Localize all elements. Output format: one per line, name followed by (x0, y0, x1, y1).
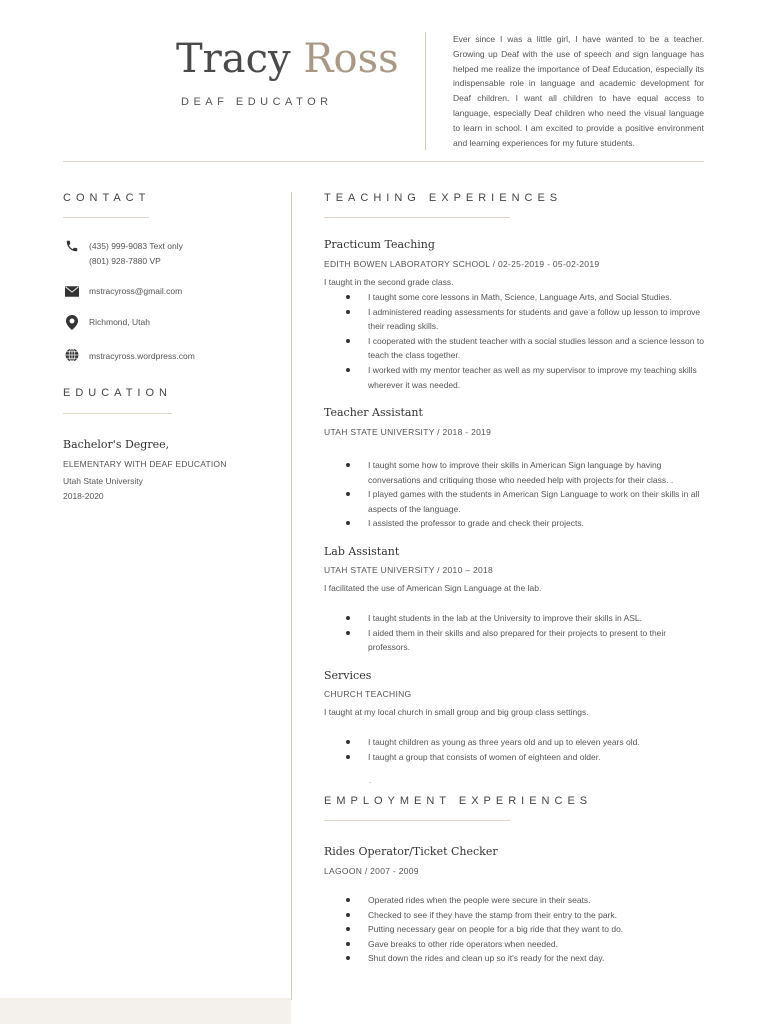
bullet-list (346, 735, 708, 764)
list-item: I aided them in their skills and also prepared for their projects to present to their professors. (346, 626, 708, 655)
stray-period: . (369, 776, 372, 785)
bullet-list (346, 893, 708, 966)
list-item: I administered reading assessments for students and gave a follow up lesson to improve their reading skills. (346, 305, 708, 334)
job-role: DEAF EDUCATOR (181, 96, 333, 108)
contact-email (63, 284, 182, 299)
job-title: Services (324, 669, 372, 682)
job-org: UTAH STATE UNIVERSITY / 2018 - 2019 (324, 427, 492, 437)
envelope-icon (63, 284, 81, 298)
degree: Bachelor's Degree, (63, 438, 170, 451)
teaching-underline (324, 217, 510, 218)
website-text[interactable]: mstracyross.wordpress.com (89, 351, 195, 361)
list-item: I cooperated with the student teacher with a social studies lesson and a science lesson to teach the class together. (346, 334, 708, 363)
bullet-list (346, 611, 708, 655)
location-pin-icon (63, 315, 81, 329)
job-title: Teacher Assistant (324, 406, 423, 419)
header-rule (63, 161, 704, 162)
teaching-title: TEACHING EXPERIENCES (324, 192, 563, 204)
resume-name (176, 36, 399, 82)
first-name: Tracy (176, 36, 291, 82)
contact-underline (63, 217, 149, 218)
list-item: Operated rides when the people were secure in their seats. (346, 893, 708, 908)
email-text[interactable]: mstracyross@gmail.com (89, 286, 183, 296)
job-title: Lab Assistant (324, 545, 400, 558)
job-description: I taught at my local church in small group and big group class settings. (324, 707, 589, 717)
major: ELEMENTARY WITH DEAF EDUCATION (63, 459, 227, 469)
education-title: EDUCATION (63, 387, 172, 399)
list-item: Gave breaks to other ride operators when needed. (346, 937, 708, 952)
header-divider (425, 32, 426, 150)
last-name: Ross (303, 36, 399, 82)
list-item: I taught a group that consists of women of eighteen and older. (346, 750, 708, 765)
bullet-list (346, 290, 708, 392)
contact-phone (63, 239, 183, 269)
employment-title: EMPLOYMENT EXPERIENCES (324, 795, 593, 807)
list-item: I assisted the professor to grade and check their projects. (346, 516, 708, 531)
list-item: I taught some how to improve their skills in American Sign language by having conversations and critiquing those who needed help with projects for their class. . (346, 458, 708, 487)
contact-title: CONTACT (63, 192, 151, 204)
phone-icon (63, 239, 81, 253)
location-text: Richmond, Utah (89, 317, 150, 327)
list-item: Checked to see if they have the stamp from their entry to the park. (346, 908, 708, 923)
list-item: I taught some core lessons in Math, Science, Language Arts, and Social Studies. (346, 290, 708, 305)
contact-location (63, 315, 150, 330)
sidebar-footer-band (0, 998, 291, 1024)
bullet-list (346, 458, 708, 531)
list-item: Shut down the rides and clean up so it's ready for the next day. (346, 951, 708, 966)
phone-text: (435) 999-9083 Text only (89, 241, 183, 251)
job-org: EDITH BOWEN LABORATORY SCHOOL / 02-25-2019 - 05-02-2019 (324, 259, 600, 269)
job-title: Practicum Teaching (324, 238, 435, 251)
job-title: Rides Operator/Ticket Checker (324, 845, 498, 858)
vp-text: (801) 928-7880 VP (89, 256, 161, 266)
job-org: CHURCH TEACHING (324, 689, 412, 699)
job-description: I facilitated the use of American Sign Language at the lab. (324, 583, 542, 593)
education-underline (63, 413, 172, 414)
employment-underline (324, 820, 510, 821)
list-item: Putting necessary gear on people for a big ride that they want to do. (346, 922, 708, 937)
list-item: I worked with my mentor teacher as well as my supervisor to improve my teaching skills wherever it was needed. (346, 363, 708, 392)
list-item: I taught children as young as three years old and up to eleven years old. (346, 735, 708, 750)
job-description: I taught in the second grade class. (324, 277, 454, 287)
globe-icon (63, 348, 81, 362)
sidebar-divider (291, 192, 292, 1000)
job-org: LAGOON / 2007 - 2009 (324, 866, 419, 876)
school-years: 2018-2020 (63, 491, 104, 501)
list-item: I taught students in the lab at the University to improve their skills in ASL. (346, 611, 708, 626)
school: Utah State University (63, 476, 143, 486)
list-item: I played games with the students in American Sign Language to work on their skills in all aspects of the language. (346, 487, 708, 516)
job-org: UTAH STATE UNIVERSITY / 2010 – 2018 (324, 565, 494, 575)
intro-paragraph: Ever since I was a little girl, I have wanted to be a teacher. Growing up Deaf with the use of speech and sign language has helped me realize the importance of Deaf Education, especially its indispensable role in language and academic development for Deaf children. I want all children to have equal access to language, especially Deaf children who need the visual language to learn in school. I am excited to provide a positive environment and learning experiences for my future students. (453, 34, 704, 148)
contact-website (63, 348, 195, 364)
